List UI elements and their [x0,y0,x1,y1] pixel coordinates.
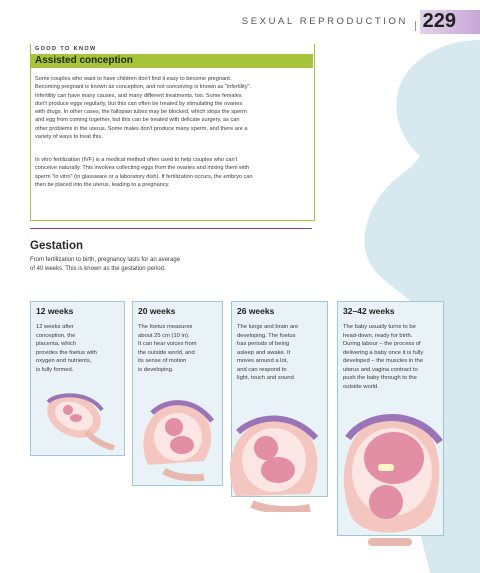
good-to-know-label: GOOD TO KNOW [35,46,97,52]
text-line: conception, the [36,332,76,339]
text-line: variety of ways to treat this. [35,134,103,141]
text-line: light, touch and sound. [237,375,296,381]
good-to-know-paragraph-2 [35,156,311,189]
stage-title: 32–42 weeks [343,306,395,316]
text-line: conceive naturally. This involves collecting eggs from the ovaries and mixing them with [35,165,250,172]
stage-description [237,323,298,383]
text-line: During labour – the process of [343,341,421,347]
header-divider [415,21,416,31]
gestation-heading: Gestation [30,240,84,252]
text-line: and egg from coming together, but this can be treated with delicate surgery, as can [35,117,240,124]
section-divider [30,228,312,229]
gestation-intro [30,256,230,274]
text-line: 12 weeks after [36,324,74,330]
text-line: uterus and vagina contract to [343,366,418,373]
text-line: is developing. [138,366,174,373]
page-header [0,10,480,34]
good-to-know-paragraph-1 [35,75,311,141]
text-line: developed – the muscles in the [343,358,423,364]
text-line: is fully formed. [36,366,74,373]
fetus-12-weeks-illustration [36,388,118,450]
stage-title: 12 weeks [36,306,74,316]
text-line: other problems in the uterus. Some males don't produce many sperm, and there are a [35,125,248,132]
text-line: delivering a baby once it is fully [343,349,424,356]
text-line: then be placed into the uterus, leading to a pregnancy. [35,181,170,188]
fetus-32-42-weeks-illustration [332,402,450,546]
text-line: The baby usually turns to be [343,324,416,330]
text-line: with drugs. In other cases, the fallopian tubes may be blocked, which stops the sperm [35,109,247,116]
fetus-20-weeks-illustration [134,395,220,483]
text-line: don't produce eggs regularly, but this can often be treated by stimulating the ovaries [35,100,243,107]
stage-description [343,323,423,391]
text-line: From fertilization to birth, pregnancy lasts for an average [30,257,181,263]
text-line: Becoming pregnant is known as conception, and not conceiving is known as "infertility". [35,84,252,91]
fetus-26-weeks-illustration [218,408,328,512]
text-line: The foetus measures [138,324,193,330]
text-line: of 40 weeks. This is known as the gestation period. [30,266,166,272]
text-line: has periods of being [237,341,290,347]
text-line: The lungs and brain are [237,324,299,330]
text-line: and can respond to [237,366,287,373]
text-line: moves around a lot, [237,358,288,364]
section-title: SEXUAL REPRODUCTION [241,16,408,27]
text-line: about 25 cm (10 in). [138,332,190,339]
text-line: sperm "in vitro" (in glassware or a laboratory dish). If fertilization occurs, the embryo can [35,173,253,180]
text-line: In vitro fertilization (IVF) is a medical method often used to help couples who can't [35,157,238,163]
text-line: its sense of motion [138,358,187,364]
text-line: provides the foetus with [36,349,97,356]
text-line: Infertility can have many causes, and many different treatments, too. Some females [35,92,242,99]
text-line: oxygen and nutrients, [36,358,92,364]
text-line: Some couples who want to have children don't find it easy to become pregnant. [35,76,232,82]
stage-description [138,323,197,374]
text-line: outside world. [343,383,379,390]
good-to-know-title: Assisted conception [35,55,133,66]
text-line: push the baby through to the [343,375,417,381]
page-number: 229 [422,10,456,32]
text-line: placenta, which [36,341,76,347]
stage-description [36,323,97,374]
text-line: the outside world, and [138,349,195,356]
stage-title: 26 weeks [237,306,275,316]
text-line: head-down, ready for birth. [343,332,413,339]
stage-title: 20 weeks [138,306,176,316]
text-line: asleep and awake. It [237,349,291,356]
text-line: developing. The foetus [237,332,296,339]
text-line: It can hear voices from [138,341,197,347]
